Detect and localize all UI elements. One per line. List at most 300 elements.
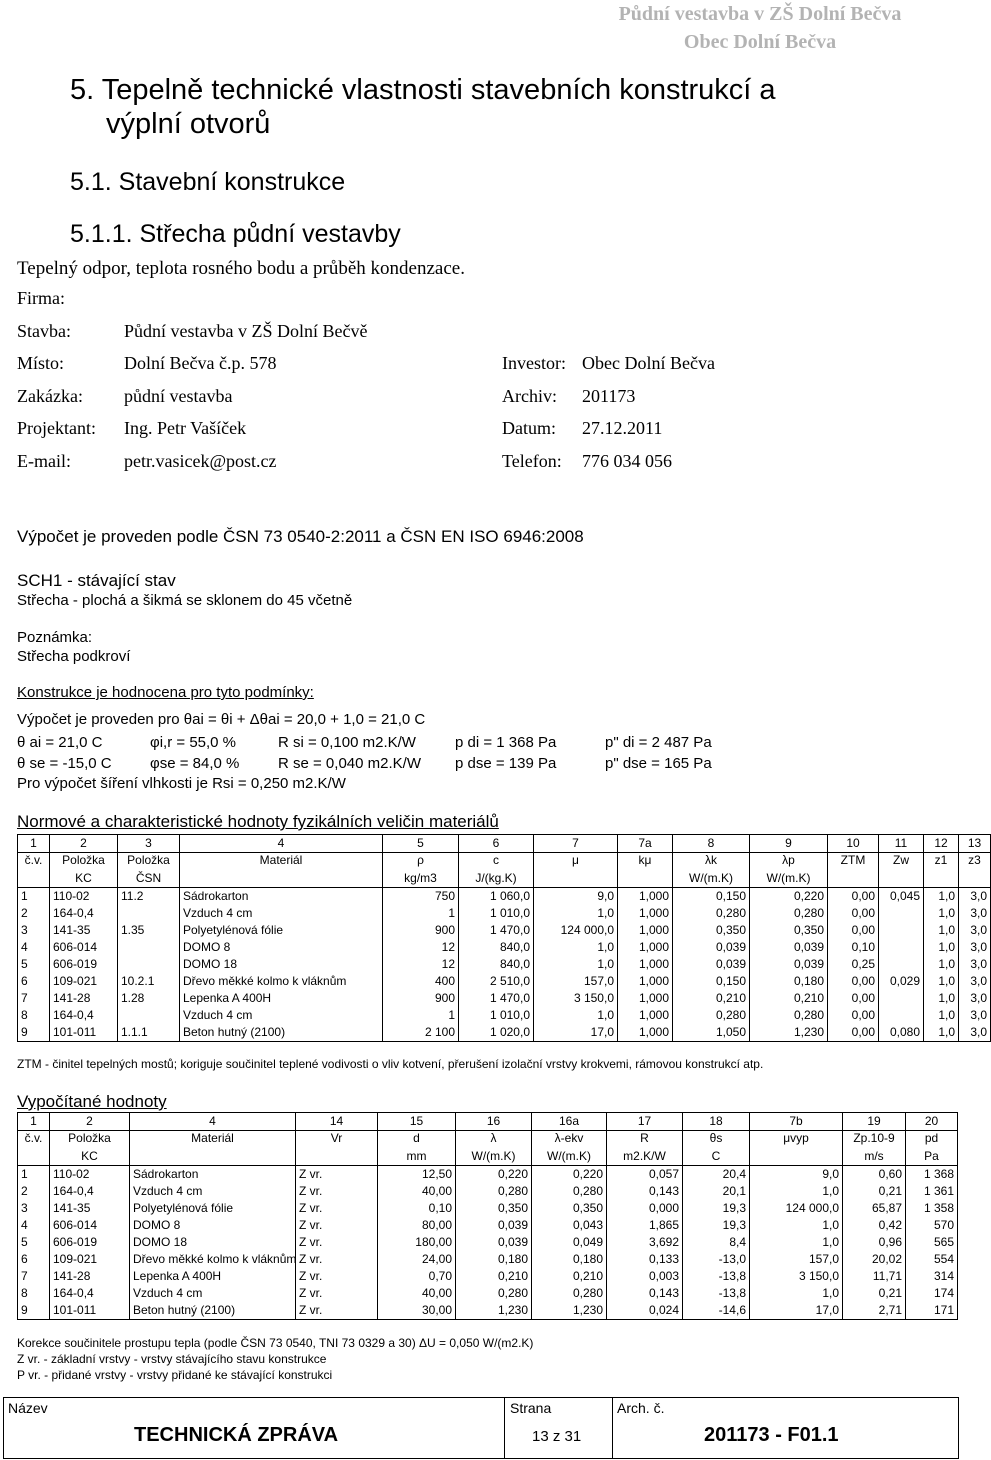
table-cell: 12 bbox=[383, 956, 459, 973]
heading-5-cont: výplní otvorů bbox=[106, 108, 271, 140]
table-cell: Z vr. bbox=[296, 1183, 378, 1200]
table-cell: 40,00 bbox=[378, 1285, 456, 1302]
table-cell: 1,050 bbox=[673, 1024, 750, 1042]
table-cell: 1 bbox=[383, 905, 459, 922]
table-cell: 19,3 bbox=[683, 1200, 750, 1217]
t1-unit-cell bbox=[618, 870, 673, 888]
table-row bbox=[18, 905, 991, 922]
table-cell: 0,350 bbox=[532, 1200, 607, 1217]
table-cell: 164-0,4 bbox=[50, 905, 118, 922]
table-cell: 3,0 bbox=[959, 888, 991, 906]
z-layers-note: Z vr. - základní vrstvy - vrstvy stávajícího stavu konstrukce bbox=[17, 1352, 327, 1366]
t1-header-cell: ρ bbox=[383, 853, 459, 871]
table-cell: 1,0 bbox=[924, 1007, 959, 1024]
investor-label: Investor: bbox=[502, 353, 566, 373]
table-cell: 1,000 bbox=[618, 1007, 673, 1024]
table-cell: 11,71 bbox=[843, 1268, 906, 1285]
table-cell: 171 bbox=[906, 1302, 958, 1320]
t1-header-cell: Položka bbox=[50, 853, 118, 871]
table-cell: 0,000 bbox=[607, 1200, 683, 1217]
table-cell: Z vr. bbox=[296, 1268, 378, 1285]
table-cell: Beton hutný (2100) bbox=[180, 1024, 383, 1042]
t1-header-cell: μ bbox=[534, 853, 618, 871]
table-cell: 157,0 bbox=[750, 1251, 843, 1268]
t2-col-number: 19 bbox=[843, 1113, 906, 1131]
t2-unit-cell: C bbox=[683, 1148, 750, 1166]
table-cell: 164-0,4 bbox=[50, 1007, 118, 1024]
table-cell: 1,0 bbox=[924, 990, 959, 1007]
table-cell: Z vr. bbox=[296, 1200, 378, 1217]
table-cell: Sádrokarton bbox=[180, 888, 383, 906]
heading-5-1: 5.1. Stavební konstrukce bbox=[70, 168, 346, 196]
t1-col-number: 3 bbox=[118, 835, 180, 853]
table-cell: 7 bbox=[18, 1268, 50, 1285]
email-label: E-mail: bbox=[17, 451, 71, 471]
t2-col-number: 17 bbox=[607, 1113, 683, 1131]
table-cell: 840,0 bbox=[459, 956, 534, 973]
table-cell: 1 361 bbox=[906, 1183, 958, 1200]
table-cell: 0,039 bbox=[456, 1217, 532, 1234]
table-cell: 3 150,0 bbox=[534, 990, 618, 1007]
table-cell: 0,25 bbox=[828, 956, 879, 973]
table-cell: 1,000 bbox=[618, 888, 673, 906]
table-cell: 0,220 bbox=[532, 1166, 607, 1184]
table-cell: 1,0 bbox=[534, 956, 618, 973]
table-cell: 5 bbox=[18, 956, 50, 973]
header-project: Půdní vestavba v ZŠ Dolní Bečva bbox=[618, 3, 902, 25]
t2-header-cell: Položka bbox=[50, 1131, 130, 1149]
arch-label: Arch. č. bbox=[617, 1400, 665, 1416]
table-cell bbox=[118, 1007, 180, 1024]
datum-value: 27.12.2011 bbox=[582, 418, 663, 438]
norm-statement: Výpočet je proveden podle ČSN 73 0540-2:2011 a ČSN EN ISO 6946:2008 bbox=[17, 527, 584, 546]
t2-col-number: 18 bbox=[683, 1113, 750, 1131]
table-cell: 0,280 bbox=[673, 905, 750, 922]
table-cell: 1,000 bbox=[618, 956, 673, 973]
t1-unit-cell bbox=[18, 870, 50, 888]
table-cell: 3 150,0 bbox=[750, 1268, 843, 1285]
ztm-note: ZTM - činitel tepelných mostů; koriguje součinitel teplené vodivosti o vliv kotvení, přerušení izolační vrstvy krokvemi, rámovou konstrukcí atp. bbox=[17, 1057, 764, 1071]
t1-header-cell: č.v. bbox=[18, 853, 50, 871]
nazev-value: TECHNICKÁ ZPRÁVA bbox=[134, 1424, 339, 1446]
archiv-label: Archiv: bbox=[502, 386, 557, 406]
arch-value: 201173 - F01.1 bbox=[704, 1424, 839, 1446]
table-cell: 2 bbox=[18, 1183, 50, 1200]
table-cell: 20,4 bbox=[683, 1166, 750, 1184]
table-cell: 3 bbox=[18, 922, 50, 939]
table-cell: 1,0 bbox=[924, 973, 959, 990]
t2-col-number: 7b bbox=[750, 1113, 843, 1131]
table-cell: 141-35 bbox=[50, 922, 118, 939]
table-cell: 900 bbox=[383, 990, 459, 1007]
table-row bbox=[18, 1007, 991, 1024]
table-cell: 0,080 bbox=[879, 1024, 924, 1042]
table-cell: 1 bbox=[18, 888, 50, 906]
table2-title: Vypočítané hodnoty bbox=[17, 1092, 167, 1111]
table-cell: 1,0 bbox=[750, 1234, 843, 1251]
table-cell: 1 470,0 bbox=[459, 922, 534, 939]
table-cell: 1,0 bbox=[924, 922, 959, 939]
stavba-value: Půdní vestavba v ZŠ Dolní Bečvě bbox=[124, 321, 368, 341]
t1-unit-cell bbox=[879, 870, 924, 888]
t2-header-cell: R bbox=[607, 1131, 683, 1149]
table-cell: 0,039 bbox=[673, 939, 750, 956]
t2-column-numbers bbox=[18, 1113, 958, 1131]
table-row bbox=[18, 1251, 958, 1268]
table-cell: 101-011 bbox=[50, 1024, 118, 1042]
t2-header-cell: d bbox=[378, 1131, 456, 1149]
investor-value: Obec Dolní Bečva bbox=[582, 353, 715, 373]
table-cell: 0,280 bbox=[532, 1285, 607, 1302]
table-row bbox=[18, 1200, 958, 1217]
title-block-divider-2 bbox=[612, 1398, 613, 1458]
calc-line: Výpočet je proveden pro θai = θi + Δθai = 20,0 + 1,0 = 21,0 C bbox=[17, 711, 426, 728]
table-cell: 7 bbox=[18, 990, 50, 1007]
strana-label: Strana bbox=[510, 1400, 552, 1416]
table-cell: 141-28 bbox=[50, 990, 118, 1007]
t2-col-number: 20 bbox=[906, 1113, 958, 1131]
t2-header-row-2 bbox=[18, 1148, 958, 1166]
table-cell: Vzduch 4 cm bbox=[180, 1007, 383, 1024]
table-cell: 1,0 bbox=[534, 1007, 618, 1024]
table-cell: 0,143 bbox=[607, 1183, 683, 1200]
table-cell: 1 368 bbox=[906, 1166, 958, 1184]
table-cell: 0,350 bbox=[456, 1200, 532, 1217]
table-cell: 2 510,0 bbox=[459, 973, 534, 990]
table-cell: 6 bbox=[18, 1251, 50, 1268]
table-cell: 0,00 bbox=[828, 905, 879, 922]
table-row bbox=[18, 1234, 958, 1251]
t1-header-row-2 bbox=[18, 870, 991, 888]
t2-header-cell: μvyp bbox=[750, 1131, 843, 1149]
table-cell: 0,045 bbox=[879, 888, 924, 906]
subheading: Tepelný odpor, teplota rosného bodu a průběh kondenzace. bbox=[17, 258, 465, 279]
note-label: Poznámka: bbox=[17, 629, 93, 646]
p-sat-di: p" di = 2 487 Pa bbox=[605, 734, 712, 751]
p-dse: p dse = 139 Pa bbox=[455, 755, 557, 772]
t2-unit-cell bbox=[750, 1148, 843, 1166]
table-cell: 0,00 bbox=[828, 973, 879, 990]
table-cell: 0,043 bbox=[532, 1217, 607, 1234]
table-cell: 9 bbox=[18, 1024, 50, 1042]
table-cell: 8 bbox=[18, 1285, 50, 1302]
table-cell: 1 470,0 bbox=[459, 990, 534, 1007]
table-cell: 9,0 bbox=[534, 888, 618, 906]
table-row bbox=[18, 888, 991, 906]
table-cell: Dřevo měkké kolmo k vláknům bbox=[180, 973, 383, 990]
table-cell: 1,000 bbox=[618, 973, 673, 990]
theta-ai: θ ai = 21,0 C bbox=[17, 734, 103, 751]
table-cell: DOMO 18 bbox=[180, 956, 383, 973]
table-cell: 0,21 bbox=[843, 1183, 906, 1200]
t1-col-number: 9 bbox=[750, 835, 828, 853]
table-cell: Polyetylénová fólie bbox=[130, 1200, 296, 1217]
table-cell: 3,0 bbox=[959, 922, 991, 939]
table-cell: 17,0 bbox=[750, 1302, 843, 1320]
table-cell: 3,0 bbox=[959, 956, 991, 973]
table-cell: 141-28 bbox=[50, 1268, 130, 1285]
r-se: R se = 0,040 m2.K/W bbox=[278, 755, 421, 772]
table-cell: 110-02 bbox=[50, 1166, 130, 1184]
table-cell: 606-019 bbox=[50, 956, 118, 973]
t1-col-number: 2 bbox=[50, 835, 118, 853]
table-cell: -14,6 bbox=[683, 1302, 750, 1320]
t1-unit-cell: KC bbox=[50, 870, 118, 888]
t2-unit-cell: KC bbox=[50, 1148, 130, 1166]
title-block bbox=[3, 1397, 959, 1459]
table-cell: 1 358 bbox=[906, 1200, 958, 1217]
table-cell: 0,00 bbox=[828, 888, 879, 906]
table-cell bbox=[879, 956, 924, 973]
table-cell: 0,280 bbox=[750, 1007, 828, 1024]
table-cell: 3,0 bbox=[959, 1024, 991, 1042]
table-cell: 0,280 bbox=[673, 1007, 750, 1024]
table-cell bbox=[118, 956, 180, 973]
table-cell: 174 bbox=[906, 1285, 958, 1302]
t1-col-number: 8 bbox=[673, 835, 750, 853]
t1-header-row-1 bbox=[18, 853, 991, 871]
table-cell: 0,133 bbox=[607, 1251, 683, 1268]
title-block-divider-1 bbox=[504, 1398, 505, 1458]
table-cell: 3,692 bbox=[607, 1234, 683, 1251]
table-cell: 2 100 bbox=[383, 1024, 459, 1042]
t1-unit-cell bbox=[924, 870, 959, 888]
t1-header-cell: λp bbox=[750, 853, 828, 871]
table-cell: 19,3 bbox=[683, 1217, 750, 1234]
table-cell: 9,0 bbox=[750, 1166, 843, 1184]
table-cell: 124 000,0 bbox=[534, 922, 618, 939]
table-cell: 606-019 bbox=[50, 1234, 130, 1251]
t2-col-number: 2 bbox=[50, 1113, 130, 1131]
table-cell: 1,000 bbox=[618, 939, 673, 956]
table-cell: 1.35 bbox=[118, 922, 180, 939]
table-cell: 110-02 bbox=[50, 888, 118, 906]
t1-header-cell: z3 bbox=[959, 853, 991, 871]
t2-header-cell: λ bbox=[456, 1131, 532, 1149]
table-cell: 0,039 bbox=[456, 1234, 532, 1251]
email-value: petr.vasicek@post.cz bbox=[124, 451, 277, 471]
t2-header-cell: Zp.10-9 bbox=[843, 1131, 906, 1149]
sch-title: SCH1 - stávající stav bbox=[17, 571, 176, 590]
table-cell: 0,00 bbox=[828, 1024, 879, 1042]
t2-unit-cell: W/(m.K) bbox=[532, 1148, 607, 1166]
t1-col-number: 7a bbox=[618, 835, 673, 853]
correction-note: Korekce součinitele prostupu tepla (podle ČSN 73 0540, TNI 73 0329 a 30) ΔU = 0,050 W/(m2.K) bbox=[17, 1336, 534, 1350]
table-row bbox=[18, 1268, 958, 1285]
table-cell: 1 020,0 bbox=[459, 1024, 534, 1042]
table-row bbox=[18, 956, 991, 973]
table-cell: Polyetylénová fólie bbox=[180, 922, 383, 939]
table-cell: 570 bbox=[906, 1217, 958, 1234]
table-cell: DOMO 18 bbox=[130, 1234, 296, 1251]
phi-se: φse = 84,0 % bbox=[150, 755, 240, 772]
table-cell: 565 bbox=[906, 1234, 958, 1251]
table-cell: 124 000,0 bbox=[750, 1200, 843, 1217]
table-row bbox=[18, 1217, 958, 1234]
t1-col-number: 13 bbox=[959, 835, 991, 853]
table-cell: 0,210 bbox=[673, 990, 750, 1007]
table-cell: 840,0 bbox=[459, 939, 534, 956]
p-layers-note: P vr. - přidané vrstvy - vrstvy přidané ke stávající konstrukci bbox=[17, 1368, 333, 1382]
t2-col-number: 16 bbox=[456, 1113, 532, 1131]
table-cell: 0,057 bbox=[607, 1166, 683, 1184]
table-cell: Z vr. bbox=[296, 1166, 378, 1184]
table-cell: 40,00 bbox=[378, 1183, 456, 1200]
t1-header-cell: z1 bbox=[924, 853, 959, 871]
table-cell: 20,1 bbox=[683, 1183, 750, 1200]
table-cell: 5 bbox=[18, 1234, 50, 1251]
table-cell: 1,0 bbox=[750, 1285, 843, 1302]
table-row bbox=[18, 1285, 958, 1302]
t2-col-number: 4 bbox=[130, 1113, 296, 1131]
table-cell: 0,003 bbox=[607, 1268, 683, 1285]
t2-header-cell: θs bbox=[683, 1131, 750, 1149]
table-cell: 1,0 bbox=[924, 1024, 959, 1042]
t2-unit-cell: Pa bbox=[906, 1148, 958, 1166]
table-cell: 0,42 bbox=[843, 1217, 906, 1234]
table-cell: 12 bbox=[383, 939, 459, 956]
t2-unit-cell: m2.K/W bbox=[607, 1148, 683, 1166]
t1-header-cell: λk bbox=[673, 853, 750, 871]
table-cell: 101-011 bbox=[50, 1302, 130, 1320]
table-cell bbox=[879, 922, 924, 939]
table-cell: 3,0 bbox=[959, 939, 991, 956]
table-cell: 180,00 bbox=[378, 1234, 456, 1251]
table-cell bbox=[879, 990, 924, 1007]
table-cell: 0,21 bbox=[843, 1285, 906, 1302]
table-row bbox=[18, 973, 991, 990]
table-cell: 0,350 bbox=[750, 922, 828, 939]
table-cell: 1,0 bbox=[534, 939, 618, 956]
table-row bbox=[18, 939, 991, 956]
table-cell: 0,280 bbox=[532, 1183, 607, 1200]
table-cell bbox=[879, 1007, 924, 1024]
table-cell: 11.2 bbox=[118, 888, 180, 906]
calculated-table bbox=[17, 1112, 958, 1320]
table-cell: 1,230 bbox=[456, 1302, 532, 1320]
table-cell: 4 bbox=[18, 1217, 50, 1234]
t1-col-number: 7 bbox=[534, 835, 618, 853]
t1-header-cell: kμ bbox=[618, 853, 673, 871]
table-cell: 0,210 bbox=[532, 1268, 607, 1285]
table-cell: 0,00 bbox=[828, 922, 879, 939]
table-row bbox=[18, 1183, 958, 1200]
t1-header-cell: Zw bbox=[879, 853, 924, 871]
table-cell: Sádrokarton bbox=[130, 1166, 296, 1184]
table-cell: 0,150 bbox=[673, 888, 750, 906]
table-cell: 3,0 bbox=[959, 973, 991, 990]
t2-col-number: 14 bbox=[296, 1113, 378, 1131]
misto-label: Místo: bbox=[17, 353, 65, 373]
table-cell: 0,210 bbox=[456, 1268, 532, 1285]
table-cell: Vzduch 4 cm bbox=[180, 905, 383, 922]
note-value: Střecha podkroví bbox=[17, 648, 131, 665]
table-cell: 0,00 bbox=[828, 1007, 879, 1024]
table-cell: 1,000 bbox=[618, 922, 673, 939]
table-cell bbox=[118, 905, 180, 922]
phi-ir: φi,r = 55,0 % bbox=[150, 734, 237, 751]
table-cell: 2,71 bbox=[843, 1302, 906, 1320]
t1-column-numbers bbox=[18, 835, 991, 853]
table-cell: 8,4 bbox=[683, 1234, 750, 1251]
table-cell: 17,0 bbox=[534, 1024, 618, 1042]
t1-unit-cell: kg/m3 bbox=[383, 870, 459, 888]
zakazka-label: Zakázka: bbox=[17, 386, 83, 406]
t1-col-number: 10 bbox=[828, 835, 879, 853]
table-cell: Lepenka A 400H bbox=[130, 1268, 296, 1285]
table-cell: 164-0,4 bbox=[50, 1285, 130, 1302]
table-cell: 1,0 bbox=[750, 1217, 843, 1234]
r-si: R si = 0,100 m2.K/W bbox=[278, 734, 416, 751]
t1-unit-cell: W/(m.K) bbox=[673, 870, 750, 888]
table-cell: 1,0 bbox=[534, 905, 618, 922]
t1-col-number: 6 bbox=[459, 835, 534, 853]
t2-header-row-1 bbox=[18, 1131, 958, 1149]
table-cell: 4 bbox=[18, 939, 50, 956]
t1-header-cell: Materiál bbox=[180, 853, 383, 871]
table-cell: -13,0 bbox=[683, 1251, 750, 1268]
table-cell: Beton hutný (2100) bbox=[130, 1302, 296, 1320]
table-cell: 0,00 bbox=[828, 990, 879, 1007]
table-cell: 0,039 bbox=[673, 956, 750, 973]
table-cell: 1,000 bbox=[618, 990, 673, 1007]
t2-header-cell: č.v. bbox=[18, 1131, 50, 1149]
table-cell: 0,180 bbox=[456, 1251, 532, 1268]
t1-unit-cell bbox=[534, 870, 618, 888]
table-cell: 20,02 bbox=[843, 1251, 906, 1268]
t1-col-number: 4 bbox=[180, 835, 383, 853]
t1-col-number: 1 bbox=[18, 835, 50, 853]
table-cell: DOMO 8 bbox=[180, 939, 383, 956]
table-row bbox=[18, 1302, 958, 1320]
projektant-label: Projektant: bbox=[17, 418, 96, 438]
table-cell: 0,10 bbox=[378, 1200, 456, 1217]
table-cell: Vzduch 4 cm bbox=[130, 1285, 296, 1302]
table-cell: Z vr. bbox=[296, 1234, 378, 1251]
zakazka-value: půdní vestavba bbox=[124, 386, 233, 406]
table-cell: 3,0 bbox=[959, 1007, 991, 1024]
table-cell: 0,180 bbox=[750, 973, 828, 990]
table-cell: 1.1.1 bbox=[118, 1024, 180, 1042]
table-cell: 0,049 bbox=[532, 1234, 607, 1251]
table-cell: 12,50 bbox=[378, 1166, 456, 1184]
table-cell: 1.28 bbox=[118, 990, 180, 1007]
table-cell: DOMO 8 bbox=[130, 1217, 296, 1234]
table-cell: 1,865 bbox=[607, 1217, 683, 1234]
table-cell: 0,210 bbox=[750, 990, 828, 1007]
table-cell: 0,180 bbox=[532, 1251, 607, 1268]
table-cell: Z vr. bbox=[296, 1285, 378, 1302]
table-cell: 0,220 bbox=[750, 888, 828, 906]
table-cell: 8 bbox=[18, 1007, 50, 1024]
table-cell: 3,0 bbox=[959, 990, 991, 1007]
table-cell: 0,280 bbox=[456, 1285, 532, 1302]
t2-unit-cell bbox=[296, 1148, 378, 1166]
table-cell: 3,0 bbox=[959, 905, 991, 922]
table-cell: 400 bbox=[383, 973, 459, 990]
table-cell: 0,039 bbox=[750, 939, 828, 956]
table-cell: 1,0 bbox=[924, 956, 959, 973]
table-cell: 0,024 bbox=[607, 1302, 683, 1320]
table-cell: 1,0 bbox=[924, 888, 959, 906]
table-cell: 109-021 bbox=[50, 973, 118, 990]
sch-description: Střecha - plochá a šikmá se sklonem do 45 včetně bbox=[17, 592, 353, 609]
misto-value: Dolní Bečva č.p. 578 bbox=[124, 353, 277, 373]
t1-unit-cell bbox=[959, 870, 991, 888]
table-cell: 0,280 bbox=[750, 905, 828, 922]
t1-header-cell: c bbox=[459, 853, 534, 871]
table-cell: 1,000 bbox=[618, 905, 673, 922]
